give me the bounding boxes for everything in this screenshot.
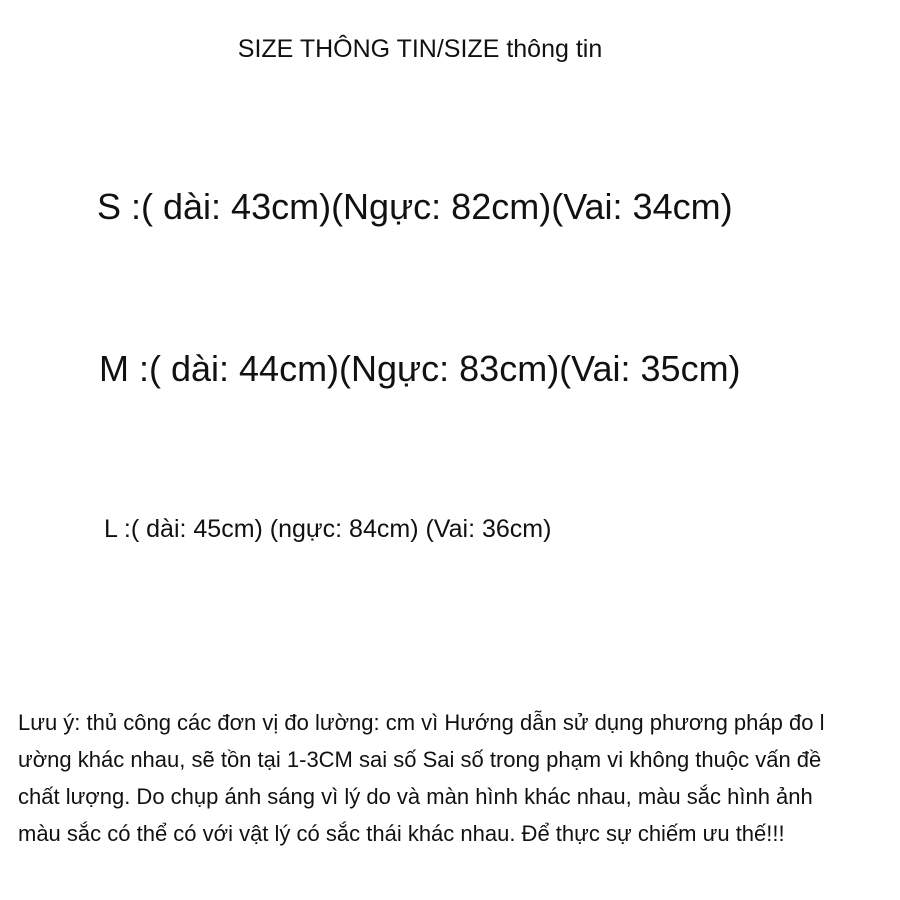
size-m-measurements: M :( dài: 44cm)(Ngực: 83cm)(Vai: 35cm) <box>99 348 741 389</box>
size-s-measurements: S :( dài: 43cm)(Ngực: 82cm)(Vai: 34cm) <box>97 186 733 227</box>
note-line: chất lượng. Do chụp ánh sáng vì lý do và màn hình khác nhau, màu sắc hình ảnh <box>18 784 813 809</box>
page-title: SIZE THÔNG TIN/SIZE thông tin <box>237 35 603 63</box>
note-line: ường khác nhau, sẽ tồn tại 1-3CM sai số Sai số trong phạm vi không thuộc vấn đề <box>18 747 822 772</box>
size-l-measurements: L :( dài: 45cm) (ngực: 84cm) (Vai: 36cm) <box>104 515 552 543</box>
note-line: màu sắc có thể có với vật lý có sắc thái khác nhau. Để thực sự chiếm ưu thế!!! <box>18 821 785 846</box>
note-line: Lưu ý: thủ công các đơn vị đo lường: cm vì Hướng dẫn sử dụng phương pháp đo l <box>18 710 825 735</box>
measurement-note <box>18 704 888 852</box>
